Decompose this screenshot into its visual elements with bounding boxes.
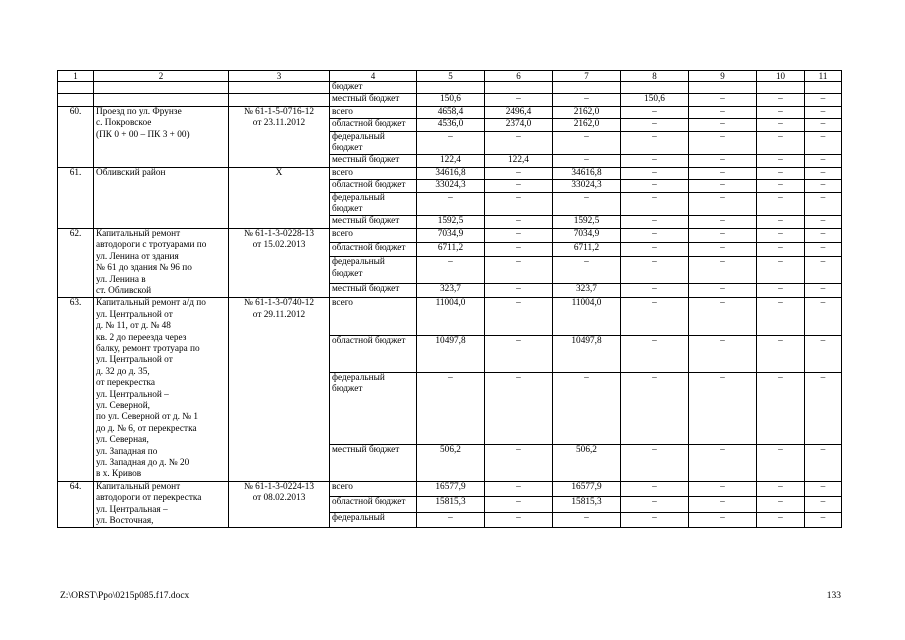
value-cell: –: [485, 257, 553, 284]
value-cell: –: [621, 372, 689, 444]
entry-name-line: № 61 до здания № 96 по: [96, 263, 192, 274]
value-cell: 16577,9: [417, 481, 485, 497]
value-cell: –: [689, 242, 757, 256]
value-cell: –: [805, 497, 842, 513]
value-cell: –: [757, 284, 805, 298]
value-cell: 10497,8: [417, 335, 485, 372]
value-cell: –: [805, 242, 842, 256]
entry-name-line: Проезд по ул. Фрунзе: [96, 106, 182, 117]
value-cell: –: [689, 94, 757, 106]
header-cell: 5: [417, 71, 485, 82]
entry-name-line: (ПК 0 + 00 – ПК 3 + 00): [96, 129, 190, 140]
entry-document-line: от 29.11.2012: [252, 309, 306, 320]
entry-name-line: д. 32 до д. 35,: [96, 366, 150, 377]
value-cell: –: [621, 106, 689, 118]
entry-document: [229, 167, 330, 228]
value-cell: –: [485, 131, 553, 155]
value-cell: –: [805, 444, 842, 481]
value-cell: –: [485, 94, 553, 106]
value-cell: –: [621, 216, 689, 228]
value-cell: –: [689, 512, 757, 528]
value-cell: –: [689, 335, 757, 372]
name-cell: [94, 82, 229, 94]
value-cell: –: [553, 131, 621, 155]
entry-name-line: д. № 11, от д. № 48: [96, 321, 171, 332]
budget-label: всего: [330, 481, 417, 497]
value-cell: –: [689, 167, 757, 179]
value-cell: –: [553, 94, 621, 106]
value-cell: –: [757, 481, 805, 497]
header-cell: 6: [485, 71, 553, 82]
entry-name-line: ул. Центральная –: [96, 504, 168, 515]
value-cell: –: [621, 512, 689, 528]
value-cell: 323,7: [553, 284, 621, 298]
value-cell: 15815,3: [553, 497, 621, 513]
entry-document: [229, 298, 330, 482]
value-cell: 7034,9: [417, 228, 485, 242]
value-cell: –: [757, 242, 805, 256]
table-row: [58, 94, 842, 106]
budget-label: всего: [330, 298, 417, 335]
value-cell: –: [757, 298, 805, 335]
value-cell: –: [485, 216, 553, 228]
value-cell: –: [757, 94, 805, 106]
budget-label: всего: [330, 167, 417, 179]
table-row: [58, 298, 842, 335]
value-cell: 1592,5: [417, 216, 485, 228]
entry-document-line: № 61-1-5-0716-12: [243, 106, 315, 117]
value-cell: –: [621, 228, 689, 242]
budget-label: федеральный бюджет: [330, 257, 417, 284]
value-cell: 16577,9: [553, 481, 621, 497]
value-cell: –: [621, 284, 689, 298]
value-cell: –: [689, 284, 757, 298]
value-cell: –: [757, 444, 805, 481]
value-cell: 11004,0: [417, 298, 485, 335]
table-row: [58, 106, 842, 118]
entry-name-line: ул. Ленина в: [96, 274, 146, 285]
entry-name: [94, 167, 229, 228]
value-cell: –: [485, 444, 553, 481]
value-cell: 6711,2: [417, 242, 485, 256]
value-cell: –: [689, 497, 757, 513]
entry-name-line: ул. Северная,: [96, 435, 149, 446]
value-cell: –: [553, 192, 621, 216]
value-cell: –: [553, 257, 621, 284]
value-cell: 11004,0: [553, 298, 621, 335]
value-cell: –: [553, 512, 621, 528]
entry-document-line: № 61-1-3-0224-13: [243, 481, 315, 492]
entry-name-line: автодороги с тротуарами по: [96, 240, 207, 251]
entry-name-line: ул. Центральной –: [96, 389, 169, 400]
entry-name-line: Обливский район: [96, 167, 166, 178]
value-cell: 506,2: [417, 444, 485, 481]
entry-number: 60.: [58, 106, 94, 167]
header-cell: 3: [229, 71, 330, 82]
value-cell: 6711,2: [553, 242, 621, 256]
value-cell: –: [757, 131, 805, 155]
budget-label: местный бюджет: [330, 94, 417, 106]
value-cell: –: [805, 192, 842, 216]
value-cell: –: [689, 228, 757, 242]
value-cell: –: [689, 119, 757, 131]
value-cell: [621, 82, 689, 94]
entry-name-line: до д. № 6, от перекрестка: [96, 423, 197, 434]
budget-label: местный бюджет: [330, 155, 417, 167]
entry-name: [94, 106, 229, 167]
value-cell: –: [805, 106, 842, 118]
value-cell: –: [485, 335, 553, 372]
value-cell: 323,7: [417, 284, 485, 298]
entry-document: [229, 228, 330, 297]
value-cell: –: [621, 119, 689, 131]
value-cell: [485, 82, 553, 94]
value-cell: –: [805, 257, 842, 284]
value-cell: –: [805, 180, 842, 192]
value-cell: 34616,8: [417, 167, 485, 179]
value-cell: –: [417, 257, 485, 284]
budget-label: областной бюджет: [330, 119, 417, 131]
entry-document-line: № 61-1-3-0228-13: [243, 228, 315, 239]
value-cell: –: [485, 372, 553, 444]
value-cell: –: [621, 155, 689, 167]
budget-label: бюджет: [330, 82, 417, 94]
value-cell: [417, 82, 485, 94]
entry-name-line: ст. Обливской: [96, 285, 152, 296]
value-cell: 122,4: [485, 155, 553, 167]
number-cell: [58, 82, 94, 94]
entry-name-line: Капитальный ремонт а/д по: [96, 298, 206, 309]
entry-document-line: от 08.02.2013: [252, 493, 306, 504]
budget-label: областной бюджет: [330, 335, 417, 372]
value-cell: –: [689, 192, 757, 216]
value-cell: –: [417, 372, 485, 444]
value-cell: –: [689, 444, 757, 481]
value-cell: [757, 82, 805, 94]
value-cell: –: [621, 335, 689, 372]
value-cell: 4536,0: [417, 119, 485, 131]
value-cell: –: [805, 372, 842, 444]
entry-name-line: ул. Центральной от: [96, 355, 173, 366]
value-cell: –: [757, 257, 805, 284]
entry-number: 61.: [58, 167, 94, 228]
entry-name-line: ул. Северной,: [96, 400, 151, 411]
entry-document-line: от 15.02.2013: [252, 240, 306, 251]
entry-name-line: с. Покровское: [96, 118, 152, 129]
entry-name-line: ул. Западная до д. № 20: [96, 458, 190, 468]
entry-name-line: Капитальный ремонт: [96, 481, 181, 492]
budget-label: местный бюджет: [330, 284, 417, 298]
value-cell: 150,6: [417, 94, 485, 106]
entry-name-line: ул. Западная по: [96, 446, 158, 457]
entry-name-line: автодороги от перекрестка: [96, 493, 202, 504]
header-cell: 11: [805, 71, 842, 82]
value-cell: –: [757, 119, 805, 131]
name-cell: [94, 94, 229, 106]
header-cell: 4: [330, 71, 417, 82]
header-cell: 7: [553, 71, 621, 82]
table-row: [58, 481, 842, 497]
value-cell: 2374,0: [485, 119, 553, 131]
budget-label: федеральный бюджет: [330, 372, 417, 444]
value-cell: –: [689, 216, 757, 228]
value-cell: 2162,0: [553, 106, 621, 118]
value-cell: –: [485, 167, 553, 179]
entry-document-line: № 61-1-3-0740-12: [243, 298, 315, 309]
budget-table: [57, 70, 842, 528]
value-cell: –: [485, 284, 553, 298]
entry-name: [94, 228, 229, 297]
value-cell: –: [805, 512, 842, 528]
budget-label: областной бюджет: [330, 497, 417, 513]
header-cell: 2: [94, 71, 229, 82]
table-row: [58, 167, 842, 179]
entry-number: 64.: [58, 481, 94, 528]
entry-name-line: ул. Восточная,: [96, 516, 154, 527]
value-cell: –: [485, 228, 553, 242]
value-cell: –: [621, 131, 689, 155]
document-page: [57, 70, 841, 528]
entry-document: [229, 481, 330, 528]
value-cell: –: [757, 372, 805, 444]
value-cell: –: [757, 106, 805, 118]
value-cell: 33024,3: [553, 180, 621, 192]
value-cell: 506,2: [553, 444, 621, 481]
value-cell: –: [689, 372, 757, 444]
table-row: [58, 228, 842, 242]
entry-name-line: Капитальный ремонт: [96, 228, 181, 239]
value-cell: –: [805, 119, 842, 131]
value-cell: –: [805, 284, 842, 298]
budget-label: федеральный бюджет: [330, 131, 417, 155]
value-cell: –: [757, 167, 805, 179]
value-cell: –: [805, 131, 842, 155]
entry-name: [94, 481, 229, 528]
value-cell: –: [485, 481, 553, 497]
value-cell: –: [805, 481, 842, 497]
entry-number: 62.: [58, 228, 94, 297]
value-cell: –: [689, 131, 757, 155]
entry-name-line: ул. Ленина от здания: [96, 251, 179, 262]
entry-name-line: от перекрестка: [96, 378, 156, 389]
entry-document: [229, 106, 330, 167]
value-cell: –: [621, 242, 689, 256]
value-cell: –: [805, 335, 842, 372]
value-cell: –: [621, 298, 689, 335]
value-cell: –: [485, 497, 553, 513]
entry-name-line: балку, ремонт тротуара по: [96, 343, 200, 354]
value-cell: –: [689, 180, 757, 192]
entry-document-line: от 23.11.2012: [252, 118, 306, 129]
header-cell: 10: [757, 71, 805, 82]
entry-name-line: по ул. Северной от д. № 1: [96, 412, 199, 423]
value-cell: –: [757, 216, 805, 228]
value-cell: 122,4: [417, 155, 485, 167]
value-cell: –: [689, 481, 757, 497]
value-cell: –: [757, 228, 805, 242]
value-cell: –: [805, 94, 842, 106]
value-cell: –: [417, 131, 485, 155]
doc-cell: [229, 94, 330, 106]
value-cell: –: [805, 298, 842, 335]
value-cell: 10497,8: [553, 335, 621, 372]
entry-document-line: Х: [275, 167, 283, 178]
value-cell: –: [689, 155, 757, 167]
page-number: 133: [826, 591, 841, 601]
value-cell: –: [757, 192, 805, 216]
entry-number: 63.: [58, 298, 94, 482]
budget-label: всего: [330, 106, 417, 118]
value-cell: 4658,4: [417, 106, 485, 118]
value-cell: –: [757, 512, 805, 528]
value-cell: –: [485, 242, 553, 256]
entry-name-line: в х. Кривов: [96, 469, 142, 480]
entry-name-line: кв. 2 до переезда через: [96, 332, 187, 343]
budget-label: федеральный: [330, 512, 417, 528]
value-cell: –: [805, 167, 842, 179]
entry-name-line: ул. Центральной от: [96, 309, 173, 320]
budget-label: всего: [330, 228, 417, 242]
column-number-header: [58, 71, 842, 82]
value-cell: –: [757, 155, 805, 167]
value-cell: –: [757, 497, 805, 513]
value-cell: –: [621, 481, 689, 497]
value-cell: [805, 82, 842, 94]
value-cell: 2162,0: [553, 119, 621, 131]
value-cell: –: [485, 192, 553, 216]
value-cell: –: [621, 257, 689, 284]
doc-cell: [229, 82, 330, 94]
header-cell: 1: [58, 71, 94, 82]
entry-name: [94, 298, 229, 482]
budget-label: местный бюджет: [330, 444, 417, 481]
value-cell: –: [689, 298, 757, 335]
value-cell: 34616,8: [553, 167, 621, 179]
value-cell: –: [621, 180, 689, 192]
value-cell: 150,6: [621, 94, 689, 106]
value-cell: 15815,3: [417, 497, 485, 513]
value-cell: –: [553, 155, 621, 167]
value-cell: –: [621, 192, 689, 216]
value-cell: [553, 82, 621, 94]
value-cell: [689, 82, 757, 94]
value-cell: –: [485, 298, 553, 335]
value-cell: –: [805, 155, 842, 167]
value-cell: 33024,3: [417, 180, 485, 192]
table-row: [58, 82, 842, 94]
header-cell: 9: [689, 71, 757, 82]
file-path: Z:\ORST\Ppo\0215p085.f17.docx: [60, 591, 190, 601]
value-cell: –: [553, 372, 621, 444]
header-cell: 8: [621, 71, 689, 82]
table-body: [58, 71, 842, 528]
value-cell: –: [417, 512, 485, 528]
value-cell: –: [757, 335, 805, 372]
value-cell: –: [621, 444, 689, 481]
value-cell: –: [621, 167, 689, 179]
budget-label: областной бюджет: [330, 180, 417, 192]
value-cell: –: [621, 497, 689, 513]
value-cell: –: [417, 192, 485, 216]
value-cell: 2496,4: [485, 106, 553, 118]
value-cell: –: [689, 106, 757, 118]
value-cell: –: [485, 512, 553, 528]
value-cell: –: [805, 228, 842, 242]
value-cell: –: [485, 180, 553, 192]
value-cell: 1592,5: [553, 216, 621, 228]
value-cell: –: [805, 216, 842, 228]
budget-label: федеральный бюджет: [330, 192, 417, 216]
number-cell: [58, 94, 94, 106]
value-cell: –: [757, 180, 805, 192]
value-cell: 7034,9: [553, 228, 621, 242]
budget-label: местный бюджет: [330, 216, 417, 228]
value-cell: –: [689, 257, 757, 284]
budget-label: областной бюджет: [330, 242, 417, 256]
